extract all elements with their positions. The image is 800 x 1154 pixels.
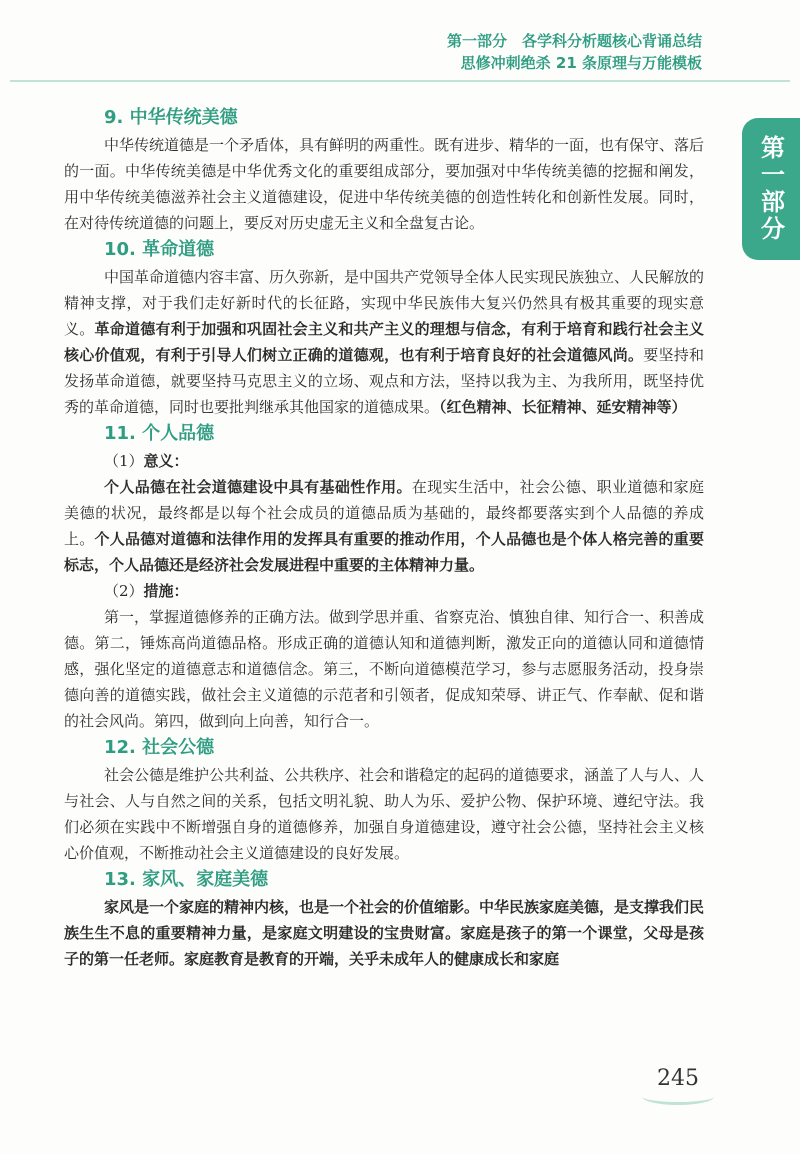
section-heading: 11. 个人品德 xyxy=(104,423,215,444)
section-12 xyxy=(64,734,704,866)
subheading-number: （2） xyxy=(104,582,144,600)
bold-text-run: 革命道德有利于加强和巩固社会主义和共产主义的理想与信念，有利于培育和践行社会主义核心价值观，有利于引导人们树立正确的道德观，也有利于培育良好的社会道德风尚。 xyxy=(64,320,704,364)
part-side-tab xyxy=(742,118,800,260)
subheading-label: 意义： xyxy=(143,452,189,470)
subheading-label: 措施： xyxy=(143,582,189,600)
section-9 xyxy=(64,104,704,236)
bold-text-run: 个人品德对道德和法律作用的发挥具有重要的推动作用，个人品德也是个体人格完善的重要标志，个人品德还是经济社会发展进程中重要的主体精神力量。 xyxy=(64,530,704,574)
text-run: 要坚持和发扬革命道德，就要坚持马克思主义的立场、观点和方法，坚持以我为主、为我所用，既坚持优秀的革命道德，同时也要批判继承其他国家的道德成果。 xyxy=(64,346,704,416)
paragraph: 社会公德是维护公共利益、公共秩序、社会和谐稳定的起码的道德要求，涵盖了人与人、人与社会、人与自然之间的关系，包括文明礼貌、助人为乐、爱护公物、保护环境、遵纪守法。我们必须在实践中不断增强自身的道德修养，加强自身道德建设，遵守社会公德，坚持社会主义核心价值观，不断推动社会主义道德建设的良好发展。 xyxy=(64,766,705,862)
paragraph: 家风是一个家庭的精神内核，也是一个社会的价值缩影。中华民族家庭美德，是支撑我们民族生生不息的重要精神力量，是家庭文明建设的宝贵财富。家庭是孩子的第一个课堂，父母是孩子的第一任老师。家庭教育是教育的开端，关乎未成年人的健康成长和家庭 xyxy=(64,898,705,968)
section-13 xyxy=(64,866,704,972)
bold-text-run: （红色精神、长征精神、延安精神等） xyxy=(439,398,687,416)
running-header xyxy=(447,30,702,74)
section-heading: 10. 革命道德 xyxy=(104,239,215,260)
paragraph: 第一，掌握道德修养的正确方法。做到学思并重、省察克治、慎独自律、知行合一、积善成德。第二，锤炼高尚道德品格。形成正确的道德认知和道德判断，激发正向的道德认同和道德情感，强化坚定的道德意志和道德信念。第三，不断向道德模范学习，参与志愿服务活动，投身崇德向善的道德实践，做社会主义道德的示范者和引领者，促成知荣辱、讲正气、作奉献、促和谐的社会风尚。第四，做到向上向善，知行合一。 xyxy=(64,608,705,730)
page-number: 245 xyxy=(657,1066,699,1091)
section-10 xyxy=(64,236,704,420)
text-run: 中国革命道德内容丰富、历久弥新，是中国共产党领导全体人民实现民族独立、人民解放的精神支撑，对于我们走好新时代的长征路，实现中华民族伟大复兴仍然具有极其重要的现实意义。 xyxy=(64,268,705,338)
section-heading: 13. 家风、家庭美德 xyxy=(104,869,269,890)
side-tab-label: 第一部分 xyxy=(756,135,785,243)
subheading-measures xyxy=(64,578,704,604)
paragraph: 中华传统道德是一个矛盾体，具有鲜明的两重性。既有进步、精华的一面，也有保守、落后的一面。中华传统美德是中华优秀文化的重要组成部分，要加强对中华传统美德的挖掘和阐发，用中华传统美德滋养社会主义道德建设，促进中华传统美德的创造性转化和创新性发展。同时，在对待传统道德的问题上，要反对历史虚无主义和全盘复古论。 xyxy=(64,136,705,232)
bold-text-run: 个人品德在社会道德建设中具有基础性作用。 xyxy=(104,478,412,496)
page-content xyxy=(64,104,704,972)
section-heading: 9. 中华传统美德 xyxy=(104,107,238,128)
subheading-number: （1） xyxy=(104,452,144,470)
header-subtitle: 思修冲刺绝杀 21 条原理与万能模板 xyxy=(460,54,702,72)
header-divider xyxy=(10,80,790,82)
paragraph xyxy=(64,474,704,578)
paragraph xyxy=(64,264,704,420)
page-number-ornament xyxy=(642,1088,714,1105)
header-part-title: 第一部分 各学科分析题核心背诵总结 xyxy=(446,32,702,50)
section-11 xyxy=(64,420,704,734)
subheading-meaning xyxy=(64,448,704,474)
section-heading: 12. 社会公德 xyxy=(104,737,215,758)
text-run: 在现实生活中，社会公德、职业道德和家庭美德的状况，最终都是以每个社会成员的道德品质为基础的，最终都要落实到个人品德的养成上。 xyxy=(64,478,704,548)
